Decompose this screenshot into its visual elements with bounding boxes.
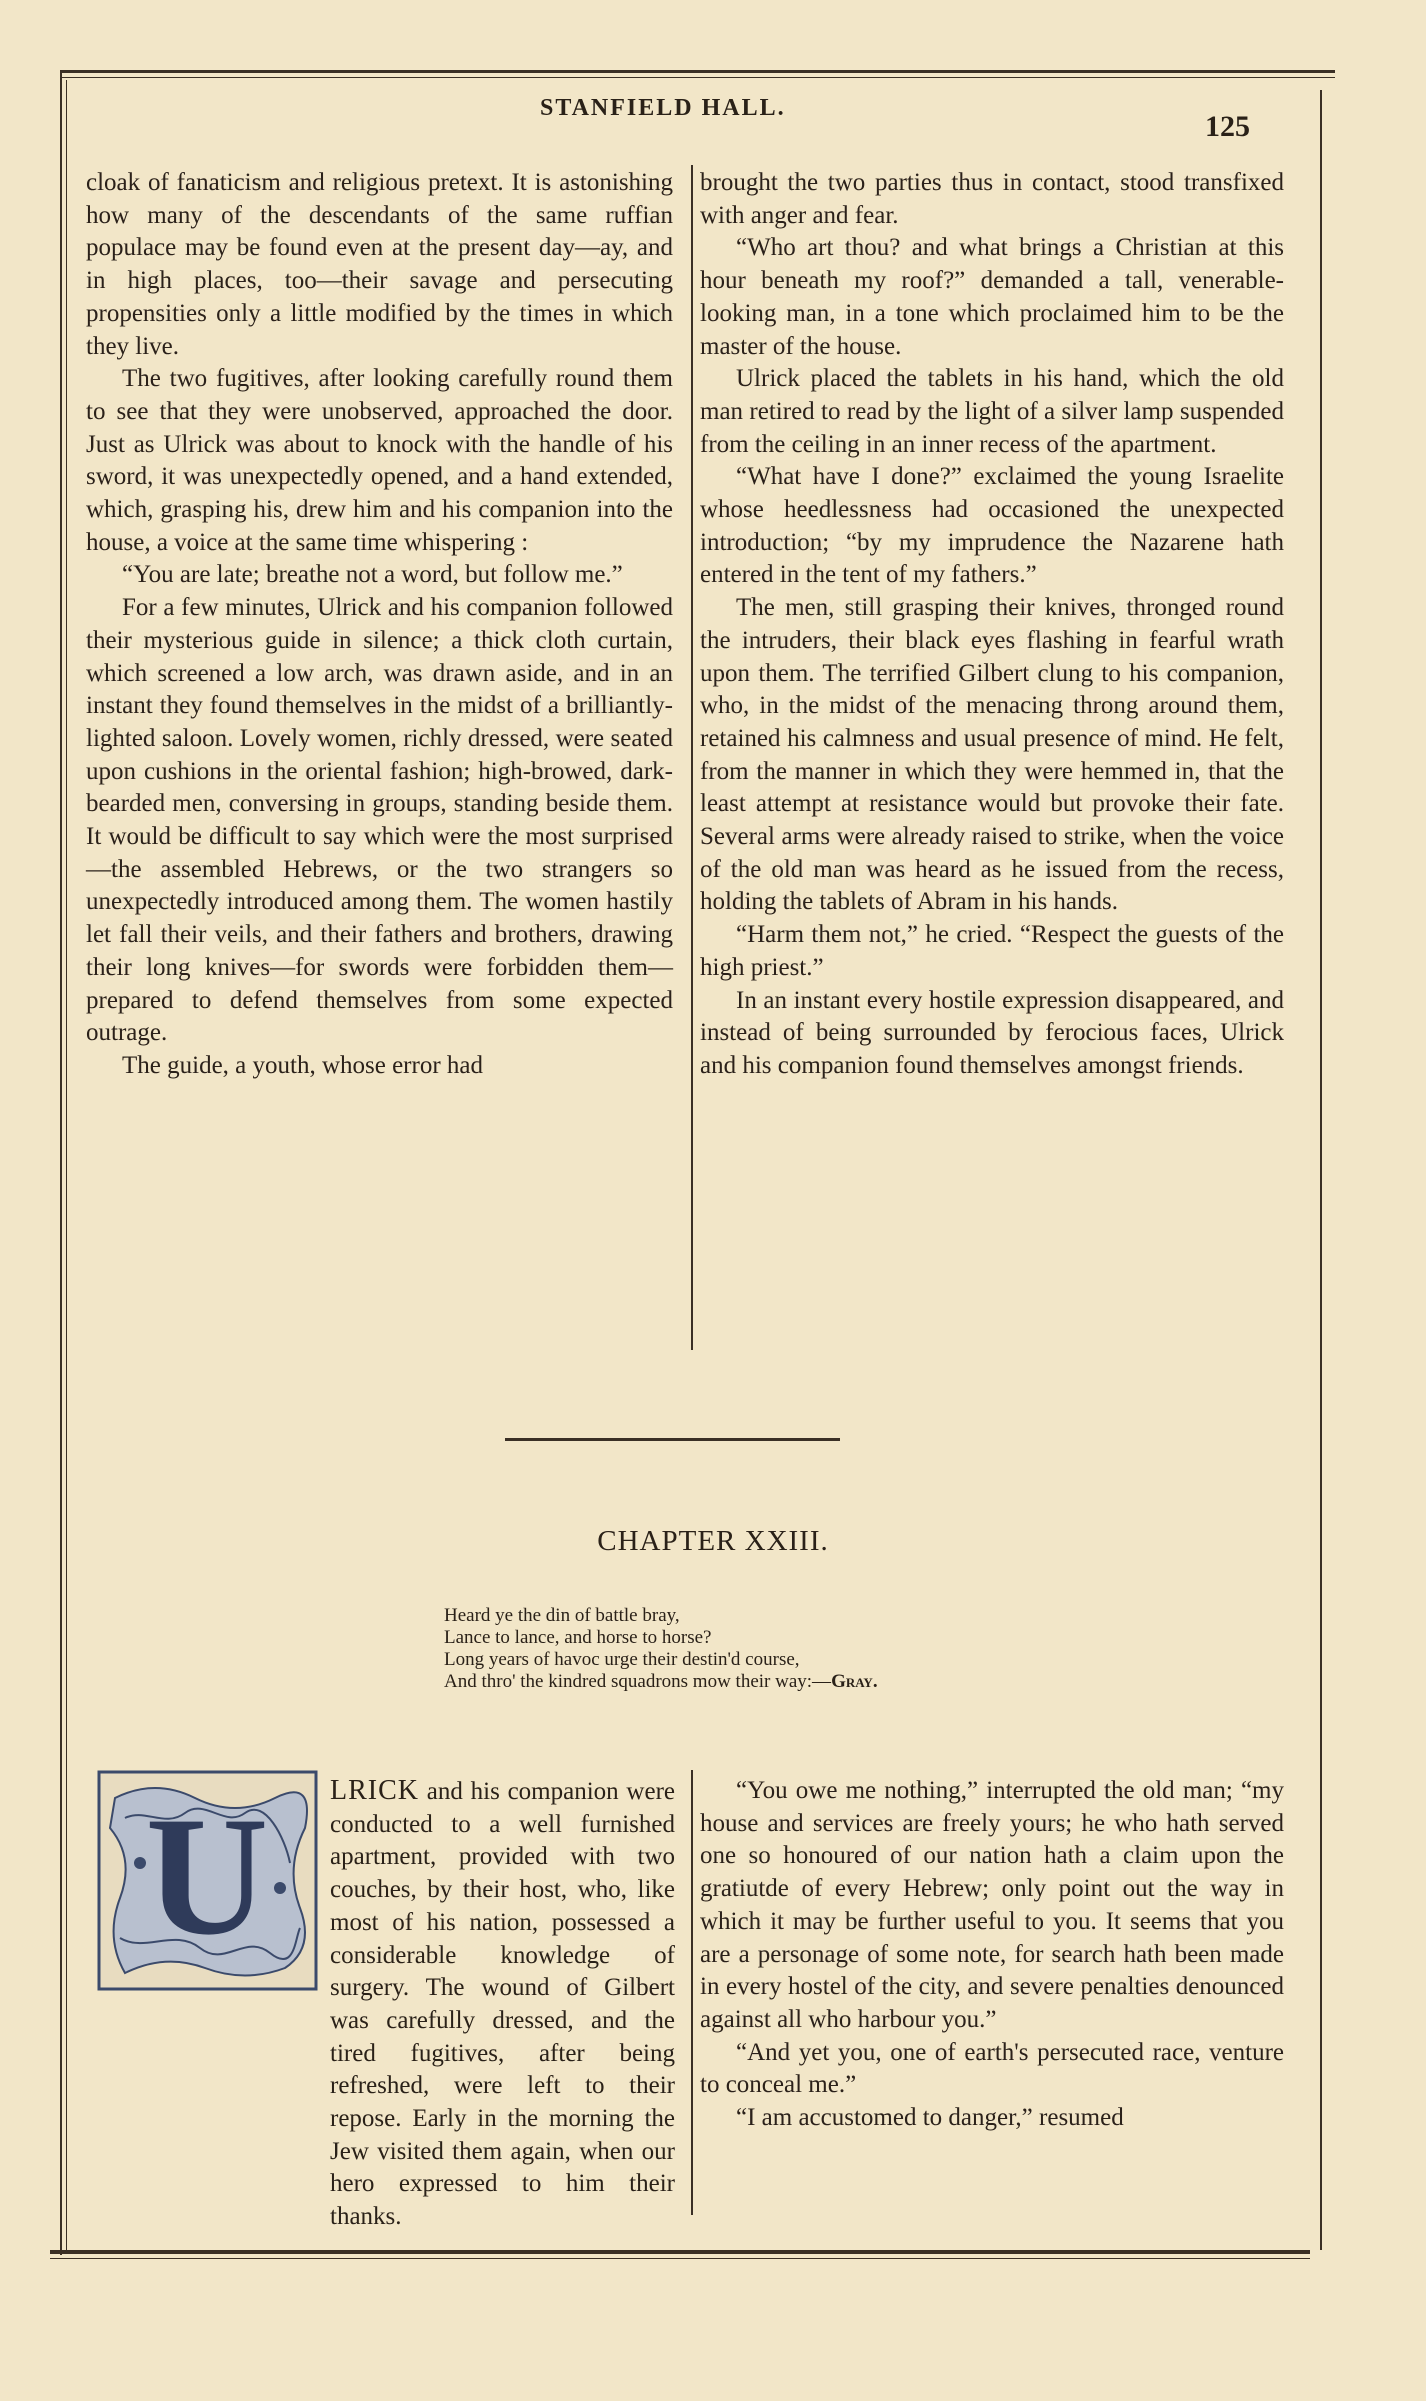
- paragraph: “Who art thou? and what brings a Christian at this hour beneath my roof?” demanded a tall, venerable-looking man, in a tone which proclaimed him to be the master of the house.: [700, 234, 1284, 360]
- opening-word: LRICK: [330, 1775, 419, 1806]
- page-border-bottom: [50, 2250, 1310, 2254]
- paragraph: “What have I done?” exclaimed the young Israelite whose heedlessness had occasioned the unexpected introduction; “by my imprudence the Nazarene hath entered in the tent of my fathers.”: [700, 463, 1284, 589]
- page-border-top: [60, 70, 1335, 73]
- paragraph: “You owe me nothing,” interrupted the old man; “my house and services are freely yours; he who hath served one so honoured of our nation hath a claim upon the gratiutde of every Hebrew; only point out the way in which it may be further useful to you. It seems that you are a personage of some note, for search hath been made in every hostel of the city, and severe penalties denounced against all who harbour you.”: [700, 1777, 1284, 2033]
- running-head: STANFIELD HALL.: [540, 95, 786, 121]
- epigraph-line: Lance to lance, and horse to horse?: [444, 1627, 712, 1648]
- ornament-icon: [95, 1768, 320, 1993]
- paragraph: The men, still grasping their knives, thronged round the intruders, their black eyes flashing in fearful wrath upon them. The terrified Gilbert clung to his companion, who, in the midst of the menacing throng around them, retained his calmness and usual presence of mind. He felt, from the manner in which they were hemmed in, that the least attempt at resistance would but provoke their fate. Several arms were already raised to strike, when the voice of the old man was heard as he issued from the recess, holding the tablets of Abram in his hands.: [700, 594, 1284, 916]
- left-column: [86, 167, 673, 1083]
- paragraph: The guide, a youth, whose error had: [122, 1051, 483, 1079]
- chapter-rule: [505, 1438, 840, 1441]
- paragraph: brought the two parties thus in contact, stood transfixed with anger and fear.: [700, 169, 1284, 229]
- paragraph: The two fugitives, after looking carefully round them to see that they were unobserved, approached the door. Just as Ulrick was about to knock with the handle of his sword, it was unexpectedly opened, and a hand extended, which, grasping his, drew him and his companion into the house, a voice at the same time whispering :: [86, 365, 673, 556]
- paragraph: and his companion were conducted to a well furnished apartment, provided with two couches, by their host, who, like most of his nation, possessed a considerable knowledge of surgery. The wound of Gilbert was carefully dressed, and the tired fugitives, after being refreshed, were left to their repose. Early in the morning the Jew visited them again, when our hero expressed to him their thanks.: [330, 1778, 675, 2231]
- page-border-left-thin: [66, 80, 67, 2250]
- paragraph: “And yet you, one of earth's persecuted race, venture to conceal me.”: [700, 2038, 1284, 2099]
- page-border-top-thin: [60, 77, 1335, 78]
- right-column: [700, 167, 1284, 1083]
- chapter-opening: [330, 1775, 675, 2234]
- page-border-bottom-thin: [50, 2258, 1310, 2259]
- paragraph: “I am accustomed to danger,” resumed: [736, 2104, 1124, 2132]
- column-divider: [691, 1770, 693, 2215]
- epigraph-author: Gray.: [831, 1671, 878, 1692]
- drop-cap-initial: [95, 1768, 320, 1993]
- paragraph: In an instant every hostile expression disappeared, and instead of being surrounded by ferocious faces, Ulrick and his companion found themselves amongst friends.: [700, 986, 1284, 1079]
- epigraph: [444, 1605, 878, 1693]
- column-divider: [691, 165, 693, 1350]
- epigraph-line: Long years of havoc urge their destin'd course,: [444, 1649, 800, 1670]
- page-border-right: [1320, 90, 1322, 2250]
- epigraph-line: Heard ye the din of battle bray,: [444, 1605, 680, 1626]
- chapter-right-column: [700, 1775, 1284, 2135]
- paragraph: cloak of fanaticism and religious pretext. It is astonishing how many of the descendants of the same ruffian populace may be found even at the present day—ay, and in high places, too—their savage and persecuting propensities only a little modified by the times in which they live.: [86, 169, 673, 360]
- paragraph: Ulrick placed the tablets in his hand, which the old man retired to read by the light of a silver lamp suspended from the ceiling in an inner recess of the apartment.: [700, 365, 1284, 458]
- page-number: 125: [1205, 110, 1250, 143]
- paragraph: “You are late; breathe not a word, but follow me.”: [122, 561, 623, 589]
- drop-cap-letter: U: [145, 1782, 269, 1970]
- chapter-title: CHAPTER XXIII.: [597, 1525, 829, 1557]
- paragraph: “Harm them not,” he cried. “Respect the guests of the high priest.”: [700, 921, 1284, 981]
- paragraph: For a few minutes, Ulrick and his companion followed their mysterious guide in silence; a thick cloth curtain, which screened a low arch, was drawn aside, and in an instant they found themselves in the midst of a brilliantly-lighted saloon. Lovely women, richly dressed, were seated upon cushions in the oriental fashion; high-browed, dark-bearded men, conversing in groups, standing beside them. It would be difficult to say which were the most surprised—the assembled Hebrews, or the two strangers so unexpectedly introduced among them. The women hastily let fall their veils, and their fathers and brothers, drawing their long knives—for swords were forbidden them—prepared to defend themselves from some expected outrage.: [86, 594, 673, 1047]
- epigraph-line: And thro' the kindred squadrons mow their way:—: [444, 1671, 832, 1692]
- page-border-left: [60, 70, 62, 2255]
